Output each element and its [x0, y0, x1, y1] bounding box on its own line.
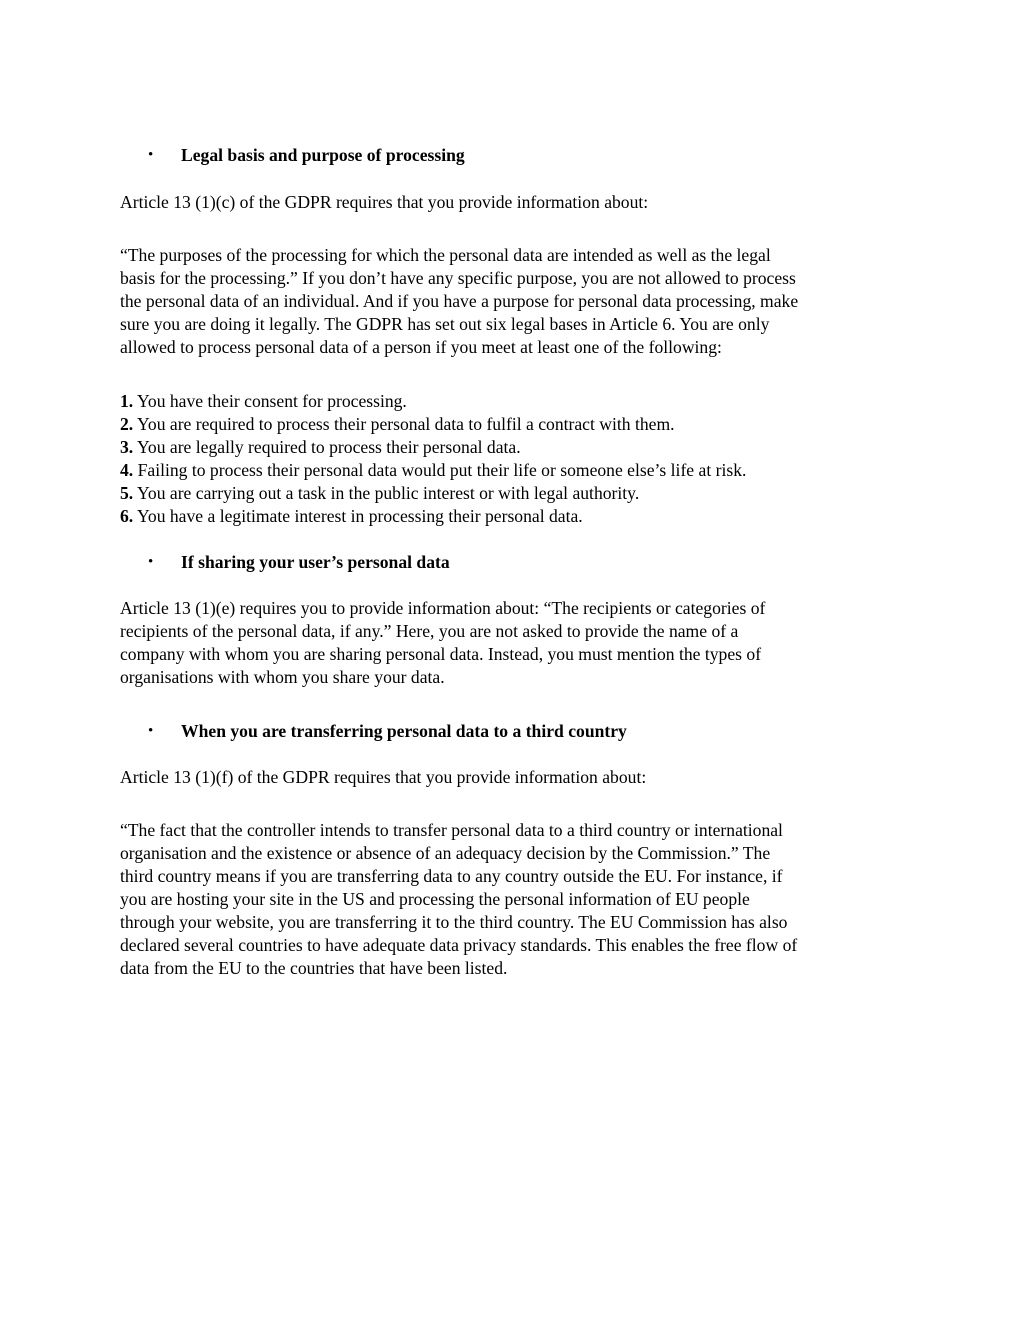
- section-heading-text: Legal basis and purpose of processing: [181, 145, 465, 165]
- paragraph-line: through your website, you are transferring it to the third country. The EU Commission has also: [120, 912, 788, 932]
- list-item-text: Failing to process their personal data would put their life or someone else’s life at risk.: [133, 460, 747, 480]
- section-body-paragraph: [120, 244, 910, 359]
- list-item: [120, 390, 910, 413]
- list-item-text: You are required to process their personal data to fulfil a contract with them.: [133, 414, 675, 434]
- list-item-number: 2.: [120, 414, 134, 434]
- section-heading-text: When you are transferring personal data to a third country: [181, 721, 627, 741]
- paragraph-line: the personal data of an individual. And if you have a purpose for personal data processing, make: [120, 291, 799, 311]
- section-intro: [120, 766, 910, 789]
- bullet-icon: •: [148, 147, 154, 163]
- section-intro: [120, 191, 910, 214]
- section-heading-text: If sharing your user’s personal data: [181, 552, 450, 572]
- list-item-text: You have a legitimate interest in processing their personal data.: [133, 506, 583, 526]
- list-item-number: 1.: [120, 391, 134, 411]
- paragraph-line: organisations with whom you share your data.: [120, 667, 445, 687]
- intro-line: Article 13 (1)(f) of the GDPR requires that you provide information about:: [120, 767, 647, 787]
- paragraph-line: basis for the processing.” If you don’t have any specific purpose, you are not allowed to process: [120, 268, 796, 288]
- paragraph-line: company with whom you are sharing personal data. Instead, you must mention the types of: [120, 644, 762, 664]
- list-item-text: You are carrying out a task in the public interest or with legal authority.: [133, 483, 640, 503]
- list-item: [120, 505, 910, 528]
- list-item-number: 4.: [120, 460, 134, 480]
- section-body-paragraph: [120, 597, 910, 689]
- list-item: [120, 459, 910, 482]
- list-item-number: 3.: [120, 437, 134, 457]
- paragraph-line: third country means if you are transferring data to any country outside the EU. For instance, if: [120, 866, 783, 886]
- paragraph-line: recipients of the personal data, if any.” Here, you are not asked to provide the name of a: [120, 621, 739, 641]
- intro-line: Article 13 (1)(c) of the GDPR requires that you provide information about:: [120, 192, 649, 212]
- paragraph-line: “The purposes of the processing for which the personal data are intended as well as the legal: [120, 245, 771, 265]
- list-item-number: 6.: [120, 506, 134, 526]
- legal-bases-list: [120, 390, 910, 528]
- paragraph-line: allowed to process personal data of a person if you meet at least one of the following:: [120, 337, 722, 357]
- list-item-text: You are legally required to process their personal data.: [133, 437, 521, 457]
- list-item-number: 5.: [120, 483, 134, 503]
- section-body-paragraph: [120, 819, 910, 980]
- paragraph-line: you are hosting your site in the US and processing the personal information of EU people: [120, 889, 750, 909]
- paragraph-line: “The fact that the controller intends to transfer personal data to a third country or international: [120, 820, 783, 840]
- list-item: [120, 482, 910, 505]
- paragraph-line: Article 13 (1)(e) requires you to provide information about: “The recipients or categories of: [120, 598, 766, 618]
- paragraph-line: organisation and the existence or absence of an adequacy decision by the Commission.” The: [120, 843, 771, 863]
- list-item: [120, 413, 910, 436]
- paragraph-line: sure you are doing it legally. The GDPR has set out six legal bases in Article 6. You are only: [120, 314, 770, 334]
- paragraph-line: data from the EU to the countries that have been listed.: [120, 958, 508, 978]
- list-item: [120, 436, 910, 459]
- list-item-text: You have their consent for processing.: [133, 391, 407, 411]
- bullet-icon: •: [148, 723, 154, 739]
- paragraph-line: declared several countries to have adequate data privacy standards. This enables the free flow of: [120, 935, 798, 955]
- bullet-icon: •: [148, 554, 154, 570]
